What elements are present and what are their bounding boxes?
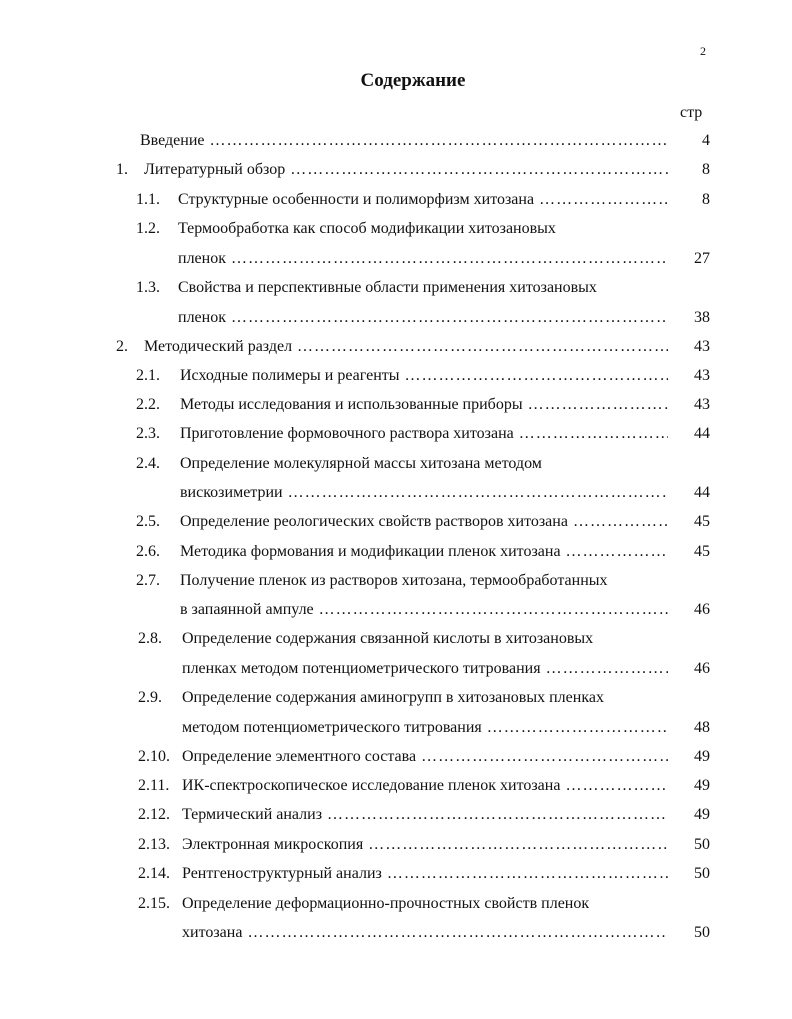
toc-entry-number: 2.3. — [136, 425, 160, 442]
toc-entry — [0, 277, 710, 299]
toc-entry — [0, 453, 710, 475]
toc-entry-number: 2.15. — [138, 895, 170, 912]
toc-entry-title: Определение содержания связанной кислоты в хитозановых — [182, 630, 594, 647]
toc-entry — [0, 248, 710, 270]
toc-entry-title: пленках методом потенциометрического титрования ……………………………………………………………………………………………………………………………………………… — [182, 658, 668, 680]
toc-entry-page: 43 — [694, 367, 710, 384]
toc-entry — [0, 804, 710, 826]
toc-entry-title: Введение ……………………………………………………………………………………………………………………………………………… — [140, 130, 668, 152]
toc-entry-page: 8 — [702, 161, 710, 178]
toc-entry-title: Методический раздел ……………………………………………………………………………………………………………………………………………… — [144, 336, 668, 358]
toc-entry — [0, 307, 710, 329]
toc-entry-title: Исходные полимеры и реагенты ……………………………………………………………………………………………………………………………………………… — [180, 365, 668, 387]
toc-entry-number: 2.2. — [136, 396, 160, 413]
toc-entry — [0, 687, 710, 709]
toc-entry — [0, 834, 710, 856]
toc-entry — [0, 336, 710, 358]
toc-entry-number: 2.14. — [138, 865, 170, 882]
toc-entry — [0, 775, 710, 797]
toc-entry-page: 50 — [694, 836, 710, 853]
toc-entry — [0, 394, 710, 416]
toc-entry — [0, 159, 710, 181]
toc-entry-number: 2.6. — [136, 543, 160, 560]
toc-entry — [0, 541, 710, 563]
toc-entry-title: в запаянной ампуле ……………………………………………………………………………………………………………………………………………… — [180, 599, 668, 621]
toc-entry-title: Литературный обзор ……………………………………………………………………………………………………………………………………………… — [144, 159, 668, 181]
toc-entry-page: 50 — [694, 924, 710, 941]
toc-entry-title: Приготовление формовочного раствора хитозана ……………………………………………………………………………………………………………………………………………… — [180, 423, 668, 445]
toc-entry — [0, 863, 710, 885]
toc-entry — [0, 365, 710, 387]
toc-entry-page: 38 — [694, 309, 710, 326]
toc-entry-number: 2.8. — [138, 630, 162, 647]
toc-entry — [0, 658, 710, 680]
toc-entry-number: 2.12. — [138, 806, 170, 823]
toc-entry-title: Определение молекулярной массы хитозана методом — [180, 455, 542, 472]
page-title: Содержание — [360, 70, 466, 91]
toc-entry-number: 2.1. — [136, 367, 160, 384]
toc-entry-page: 45 — [694, 513, 710, 530]
toc-entry-page: 46 — [694, 660, 710, 677]
toc-entry-number: 2.4. — [136, 455, 160, 472]
toc-entry-title: Методика формования и модификации пленок хитозана ……………………………………………………………………………………………………………………………………………… — [180, 541, 668, 563]
toc-entry-number: 2.10. — [138, 748, 170, 765]
toc-entry-title: Рентгеноструктурный анализ ……………………………………………………………………………………………………………………………………………… — [182, 863, 668, 885]
toc-entry — [0, 511, 710, 533]
toc-entry — [0, 628, 710, 650]
toc-entry-title: Термический анализ ……………………………………………………………………………………………………………………………………………… — [182, 804, 668, 826]
toc-entry-title: хитозана ……………………………………………………………………………………………………………………………………………… — [182, 922, 668, 944]
toc-entry-title: вискозиметрии ……………………………………………………………………………………………………………………………………………… — [180, 482, 668, 504]
toc-entry-title: пленок ……………………………………………………………………………………………………………………………………………… — [178, 248, 668, 270]
toc-entry-title: Электронная микроскопия ……………………………………………………………………………………………………………………………………………… — [182, 834, 668, 856]
toc-entry — [0, 746, 710, 768]
toc-entry — [0, 423, 710, 445]
toc-entry-title: Определение содержания аминогрупп в хитозановых пленках — [182, 689, 604, 706]
toc-entry-page: 43 — [694, 338, 710, 355]
toc-entry — [0, 922, 710, 944]
toc-entry-number: 1.2. — [136, 220, 160, 237]
toc-entry-title: Определение деформационно-прочностных свойств пленок — [182, 895, 590, 912]
toc-entry — [0, 893, 710, 915]
toc-entry-number: 1. — [116, 161, 128, 178]
toc-entry-title: Структурные особенности и полиморфизм хитозана ……………………………………………………………………………………………………………………………………………… — [178, 189, 668, 211]
toc-entry-title: ИК-спектроскопическое исследование пленок хитозана ……………………………………………………………………………………………………………………………………………… — [182, 775, 668, 797]
toc-entry-page: 49 — [694, 748, 710, 765]
toc-entry — [0, 218, 710, 240]
toc-entry-number: 2.11. — [138, 777, 170, 794]
toc-entry-page: 46 — [694, 601, 710, 618]
toc-entry — [0, 717, 710, 739]
toc-entry-page: 4 — [702, 132, 710, 149]
toc-entry-page: 50 — [694, 865, 710, 882]
toc-entry-page: 27 — [694, 250, 710, 267]
toc-entry-number: 2.5. — [136, 513, 160, 530]
toc-entry-number: 2.9. — [138, 689, 162, 706]
toc-entry-page: 48 — [694, 719, 710, 736]
toc-entry-title: Определение реологических свойств растворов хитозана ……………………………………………………………………………………………………………………………………………… — [180, 511, 668, 533]
page-column-header: стр — [680, 104, 703, 121]
toc-entry-page: 45 — [694, 543, 710, 560]
toc-entry-number: 2.7. — [136, 572, 160, 589]
toc-entry-title: Определение элементного состава ……………………………………………………………………………………………………………………………………………… — [182, 746, 668, 768]
toc-entry — [0, 599, 710, 621]
toc-entry-number: 1.3. — [136, 279, 160, 296]
toc-entry — [0, 130, 710, 152]
toc-entry — [0, 570, 710, 592]
toc-entry-title: Получение пленок из растворов хитозана, термообработанных — [180, 572, 608, 589]
toc-entry-page: 49 — [694, 806, 710, 823]
toc-entry-page: 49 — [694, 777, 710, 794]
toc-entry-title: методом потенциометрического титрования ……………………………………………………………………………………………………………………………………………… — [182, 717, 668, 739]
toc-entry-page: 8 — [702, 191, 710, 208]
toc-entry-number: 2. — [116, 338, 128, 355]
toc-entry-title: Термообработка как способ модификации хитозановых — [178, 220, 556, 237]
toc-entry-page: 44 — [694, 484, 710, 501]
toc-entry-title: пленок ……………………………………………………………………………………………………………………………………………… — [178, 307, 668, 329]
toc-entry-title: Свойства и перспективные области применения хитозановых — [178, 279, 597, 296]
toc-entry — [0, 482, 710, 504]
toc-entry-page: 44 — [694, 425, 710, 442]
toc-entry-number: 2.13. — [138, 836, 170, 853]
page-number: 2 — [700, 44, 706, 58]
toc-entry-page: 43 — [694, 396, 710, 413]
toc-entry — [0, 189, 710, 211]
toc-entry-number: 1.1. — [136, 191, 160, 208]
toc-entry-title: Методы исследования и использованные приборы ……………………………………………………………………………………………………………………………………………… — [180, 394, 668, 416]
